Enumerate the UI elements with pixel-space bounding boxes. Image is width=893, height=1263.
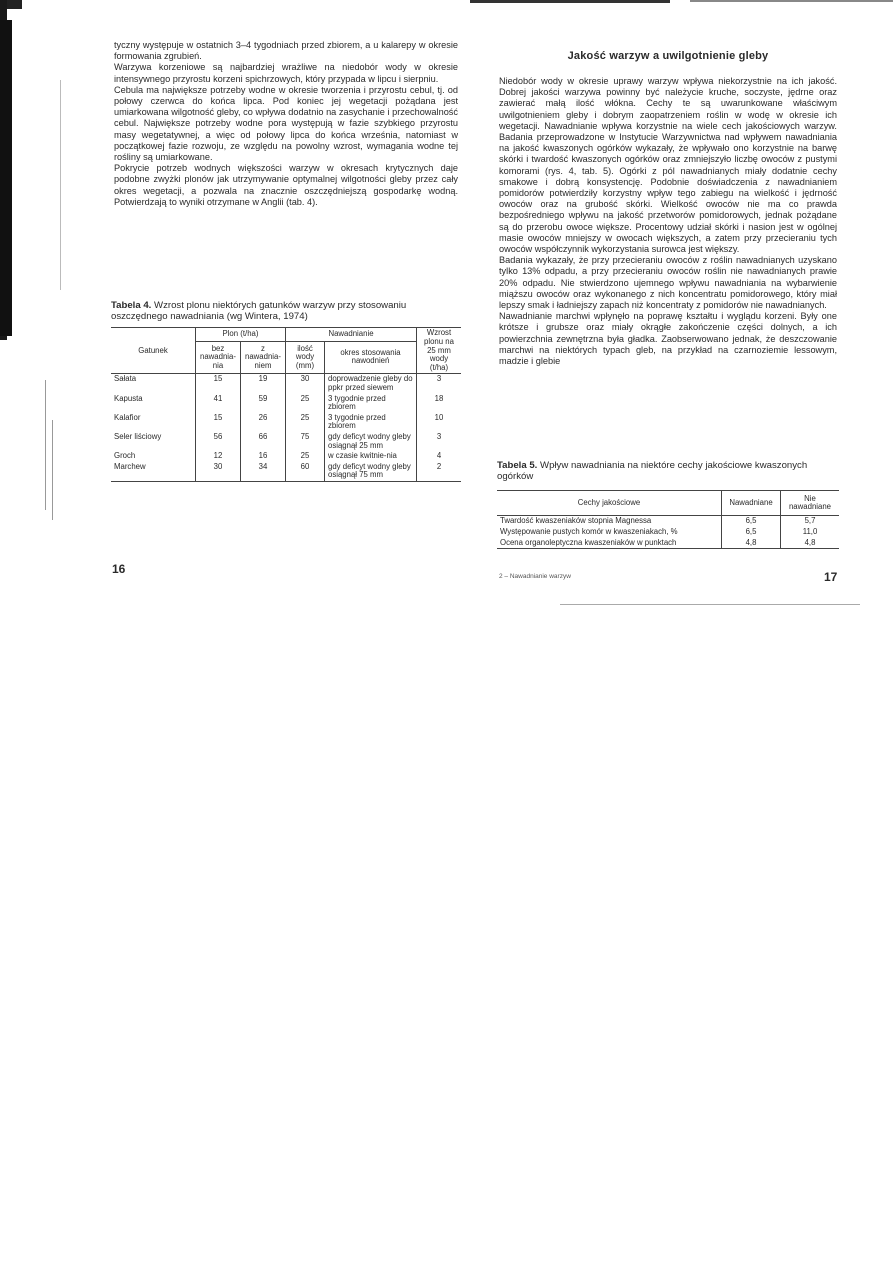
cell-z: 34 (241, 462, 286, 482)
cell-nie-nawadniane: 4,8 (781, 538, 840, 549)
header-okres: okres stosowania nawodnień (325, 341, 417, 374)
cell-nie-nawadniane: 5,7 (781, 516, 840, 527)
cell-okres: 3 tygodnie przed zbiorem (325, 413, 417, 432)
cell-bez: 12 (196, 451, 241, 462)
header-bez: bez nawadnia-nia (196, 341, 241, 374)
cell-bez: 15 (196, 413, 241, 432)
table-caption (497, 460, 839, 482)
table-row (497, 516, 839, 527)
table-row (111, 462, 461, 482)
paragraph: Badania wykazały, że przy przecieraniu owoców z roślin nawadnianych uzyskano tylko 13% odpadu, a przy przecieraniu owoców roślin nie nawadnianych prawie 20% odpadu. Nie stwierdzono ujemnego wpływu nawadniania na wybarwienie miąższu owoców oraz wykonanego z nich koncentratu pomidorowego, który miał lepszy smak i ładniejszy zapach niż koncentraty z pomidorów nie nawadnianych. (499, 255, 837, 311)
header-gatunek: Gatunek (111, 328, 196, 374)
cell-ilosc: 25 (286, 394, 325, 413)
header-wzrost: Wzrost plonu na 25 mm wody (t/ha) (417, 328, 462, 374)
paragraph: Niedobór wody w okresie uprawy warzyw wpływa niekorzystnie na ich jakość. Dobrej jakości warzywa powinny być należycie kruche, soczyste, jędrne oraz zawierać małą ilość włókna. Cechy te są uwarunkowane właściwym uwilgotnieniem gleby i dobrym zaopatrzeniem roślin w wodę w okresie ich wegetacji. Nawadnianie wpływa korzystnie na wiele cech jakościowych warzyw. Badania przeprowadzone w Instytucie Warzywnictwa nad wpływem nawadniania na jakość kwaszonych ogórków wykazały, że wpływało ono korzystnie na barwę skórki i twardość kwaszonych ogórków oraz zmniejszyło liczbę owoców z pustymi komorami (rys. 4, tab. 5). Ogórki z pól nawadnianych miały dodatnie cechy smakowe i dobrą konsystencję. Podobnie doświadczenia z nawadnianiem pomidorów potwierdziły korzystny wpływ tego zabiegu na wielkość i jędrność owoców oraz na grubość skórki. Wielkość owoców nie ma co prawda bezpośredniego wpływu na jakość przetworów pomidorowych, jednak pożądane są do przerobu owoce większe. Procentowy udział skórki i nasion jest w ogólnej masie owoców mniejszy w owocach większych, a zatem przy przecieraniu tych owoców współczynnik wykorzystania surowca jest większy. (499, 76, 837, 255)
cell-wzrost: 3 (417, 432, 462, 451)
cell-gatunek: Kalafior (114, 412, 141, 422)
cell-ilosc: 25 (286, 413, 325, 432)
header-cechy: Cechy jakościowe (497, 491, 722, 516)
cell-z: 19 (241, 374, 286, 394)
cell-wzrost: 4 (417, 451, 462, 462)
cell-z: 16 (241, 451, 286, 462)
cell-nawadniane: 4,8 (722, 538, 781, 549)
right-column-text (499, 76, 837, 367)
header-ilosc: ilość wody (mm) (286, 341, 325, 374)
table-label: Tabela 4. (111, 300, 152, 311)
page-number-left: 16 (112, 562, 126, 576)
paragraph: Warzywa korzeniowe są najbardziej wrażliwe na niedobór wody w okresie intensywnego przyrostu korzeni spichrzowych, który przypada w lipcu i sierpniu. (114, 62, 458, 84)
table-caption-text: Wzrost plonu niektórych gatunków warzyw przy stosowaniu oszczędnego nawadniania (wg Wintera, 1974) (111, 300, 407, 323)
cell-z: 66 (241, 432, 286, 451)
cell-okres: w czasie kwitnie-nia (325, 451, 417, 462)
cell-bez: 56 (196, 432, 241, 451)
table-row (111, 394, 461, 413)
scan-top-edge-right (690, 0, 893, 2)
cell-gatunek: Kapusta (114, 393, 143, 403)
cell-gatunek: Groch (114, 451, 136, 461)
cell-cecha: Występowanie pustych komór w kwaszeniakach, % (500, 527, 678, 536)
cell-ilosc: 25 (286, 451, 325, 462)
table-label: Tabela 5. (497, 460, 538, 471)
cell-gatunek: Sałata (114, 374, 137, 384)
table-row (111, 432, 461, 451)
header-nawadniane: Nawadniane (722, 491, 781, 516)
cell-ilosc: 60 (286, 462, 325, 482)
table-row (111, 451, 461, 462)
cell-okres: doprowadzenie gleby do ppkr przed siewem (325, 374, 417, 394)
paragraph: tyczny występuje w ostatnich 3–4 tygodniach przed zbiorem, a u kalarepy w okresie formowania zgrubień. (114, 40, 458, 62)
scan-artifact-line (52, 420, 53, 520)
table-5-grid (497, 490, 839, 549)
cell-ilosc: 75 (286, 432, 325, 451)
paragraph: Nawadnianie marchwi wpłynęło na poprawę kształtu i wyglądu korzeni. Były one krótsze i grubsze oraz miały okrągłe zakończenie części dolnych, a ich powierzchnia zewnętrzna była gładka. Zaobserwowano jednak, że deszczowanie marchwi na niektórych typach gleb, na przykład na czarnoziemie lessowym, madzie i glebie (499, 311, 837, 367)
scan-edge-shadow-inner (0, 20, 12, 336)
header-z: z nawadnia-niem (241, 341, 286, 374)
cell-wzrost: 10 (417, 413, 462, 432)
cell-gatunek: Marchew (114, 461, 146, 471)
left-column-text (114, 40, 458, 208)
cell-okres: gdy deficyt wodny gleby osiągnął 25 mm (325, 432, 417, 451)
cell-wzrost: 3 (417, 374, 462, 394)
cell-okres: 3 tygodnie przed zbiorem (325, 394, 417, 413)
cell-gatunek: Seler liściowy (114, 431, 162, 441)
cell-ilosc: 30 (286, 374, 325, 394)
scan-bottom-edge (560, 604, 860, 605)
section-heading: Jakość warzyw a uwilgotnienie gleby (567, 50, 769, 62)
cell-bez: 30 (196, 462, 241, 482)
paragraph: Pokrycie potrzeb wodnych większości warzyw w okresach krytycznych daje podobne zwyżki plonów jak utrzymywanie optymalnej wilgotności gleby przez cały okres wegetacji, a pozwala na znacznie oszczędniejszą gospodarkę wodną. Potwierdzają to wyniki otrzymane w Anglii (tab. 4). (114, 163, 458, 207)
table-4-grid (111, 327, 461, 482)
header-plon: Plon (t/ha) (196, 328, 286, 341)
scan-top-edge (470, 0, 670, 3)
cell-z: 26 (241, 413, 286, 432)
cell-nawadniane: 6,5 (722, 527, 781, 538)
paragraph: Cebula ma największe potrzeby wodne w okresie tworzenia i przyrostu cebul, tj. od połowy czerwca do końca lipca. Pod koniec jej wegetacji pożądana jest umiarkowana wilgotność gleby, co wpływa dodatnio na zasychanie i przechowalność cebul. Największe potrzeby wodne pora występują w fazie szybkiego przyrostu masy wegetatywnej, a więc od połowy lipca do końca września, natomiast w początkowej fazie rozwoju, ze względu na powolny wzrost, wymagania wodne tej rośliny są umiarkowane. (114, 84, 458, 163)
scan-artifact-line (60, 80, 61, 290)
cell-cecha: Ocena organoleptyczna kwaszeniaków w punktach (500, 537, 677, 547)
cell-nie-nawadniane: 11,0 (781, 527, 840, 538)
table-4 (111, 300, 461, 482)
cell-cecha: Twardość kwaszeniaków stopnia Magnessa (500, 516, 652, 526)
scan-artifact-line (45, 380, 46, 510)
table-caption (111, 300, 461, 322)
table-row (111, 413, 461, 432)
cell-bez: 41 (196, 394, 241, 413)
table-caption-text: Wpływ nawadniania na niektóre cechy jakościowe kwaszonych ogórków (497, 460, 808, 483)
cell-okres: gdy deficyt wodny gleby osiągnął 75 mm (325, 462, 417, 482)
footnote: 2 – Nawadnianie warzyw (499, 573, 571, 580)
cell-bez: 15 (196, 374, 241, 394)
header-nawadnianie: Nawadnianie (286, 328, 417, 341)
header-nie-nawadniane: Nie nawadniane (781, 491, 840, 516)
cell-nawadniane: 6,5 (722, 516, 781, 527)
page-number-right: 17 (824, 570, 838, 584)
cell-wzrost: 18 (417, 394, 462, 413)
cell-z: 59 (241, 394, 286, 413)
table-row (111, 374, 461, 394)
table-row (497, 527, 839, 538)
table-5 (497, 460, 839, 549)
table-row (497, 538, 839, 549)
cell-wzrost: 2 (417, 462, 462, 482)
